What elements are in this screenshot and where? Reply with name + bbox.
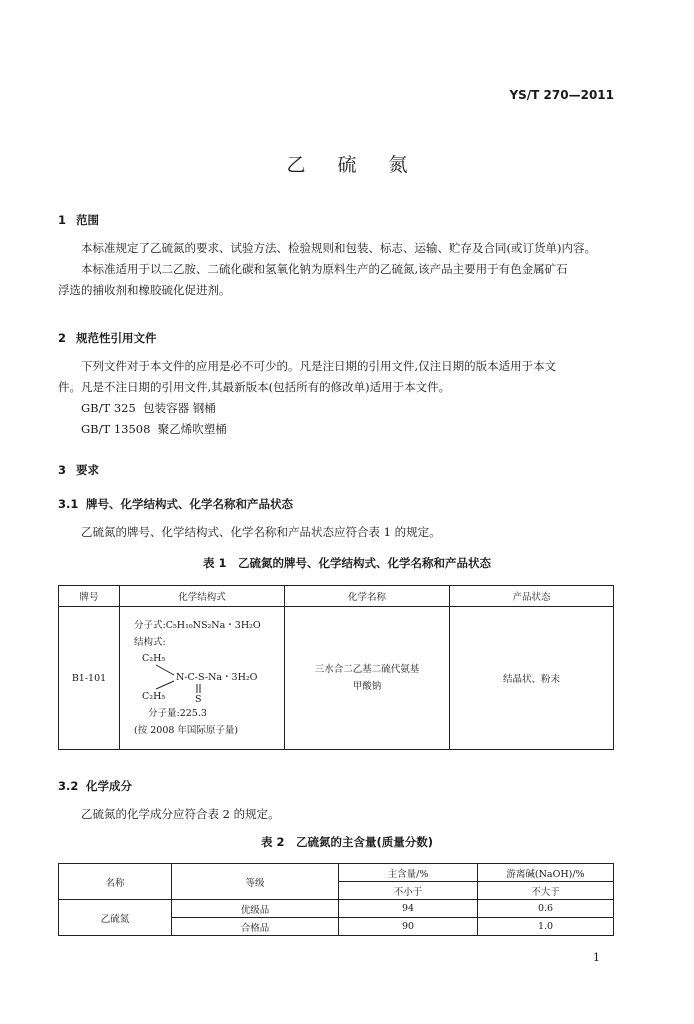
section-3-1-body: 乙硫氮的牌号、化学结构式、化学名称和产品状态应符合表 1 的规定。 [81,525,441,539]
molecular-formula: 分子式:C₅H₁₀NS₂Na・3H₂O [134,620,261,631]
section-title: 化学成分 [86,779,132,793]
free-alkali-cell: 0.6 [478,900,614,918]
column-subheader: 不大于 [478,882,614,900]
structural-formula [134,651,284,705]
column-header: 名称 [59,864,172,900]
section-3-2-body: 乙硫氮的化学成分应符合表 2 的规定。 [81,807,280,821]
grade-cell: B1-101 [59,607,120,750]
section-title: 牌号、化学结构式、化学名称和产品状态 [86,497,293,511]
paragraph: 本标准规定了乙硫氮的要求、试验方法、检验规则和包装、标志、运输、贮存及合同(或订货单)内容。 [81,241,596,255]
page-title: 乙硫氮 [286,154,440,176]
grade-cell: 合格品 [172,918,339,936]
section-number: 3.1 [58,497,79,511]
structure-label: 结构式: [134,637,166,648]
ethyl-group: C₂H₅ [142,653,166,664]
molecular-weight-note: (按 2008 年国际原子量) [134,725,239,736]
section-title: 规范性引用文件 [76,331,157,345]
section-1-body [58,238,628,301]
column-header: 化学名称 [285,586,450,607]
column-header: 游离碱(NaOH)/% [478,864,614,882]
reference-item [58,398,628,419]
chemical-name: 三水合二乙基二硫代氨基 [314,664,420,675]
table-1 [58,585,614,750]
section-2-body [58,356,628,440]
core-formula: N-C-S-Na・3H₂O [176,672,258,683]
reference-item [58,419,628,440]
structure-cell [120,607,285,750]
table-row [59,607,614,750]
section-number: 1 [58,213,67,227]
table-header-row [59,864,614,882]
column-header: 牌号 [59,586,120,607]
section-3-1-heading [58,496,293,512]
chemical-name: 甲酸钠 [352,681,382,692]
section-number: 2 [58,331,67,345]
reference-title: 包装容器 钢桶 [143,401,216,415]
page-number: 1 [593,951,600,964]
section-title: 范围 [76,213,99,227]
molecular-weight: 分子量:225.3 [148,708,207,719]
grade-cell: 优级品 [172,900,339,918]
table-2-caption: 表 2 乙硫氮的主含量(质量分数) [260,835,433,849]
column-header: 化学结构式 [120,586,285,607]
ethyl-group: C₂H₅ [142,691,166,702]
section-number: 3 [58,463,67,477]
sulfur-atom: S [195,694,202,705]
paragraph-continuation: 件。凡是不注日期的引用文件,其最新版本(包括所有的修改单)适用于本文件。 [58,380,451,394]
column-header: 等级 [172,864,339,900]
table-1-caption: 表 1 乙硫氮的牌号、化学结构式、化学名称和产品状态 [202,556,491,570]
main-content-cell: 90 [339,918,478,936]
chemical-name-cell [285,607,450,750]
reference-code: GB/T 325 [81,401,136,415]
column-subheader: 不小于 [339,882,478,900]
main-content-cell: 94 [339,900,478,918]
document-code: YS/T 270—2011 [509,88,614,102]
section-title: 要求 [76,463,99,477]
product-name-cell: 乙硫氮 [59,900,172,936]
reference-code: GB/T 13508 [81,422,151,436]
product-state-cell: 结晶状、粉末 [450,607,614,750]
free-alkali-cell: 1.0 [478,918,614,936]
section-3-2-heading [58,778,132,794]
paragraph-continuation: 浮选的捕收剂和橡胶硫化促进剂。 [58,283,231,297]
paragraph: 下列文件对于本文件的应用是必不可少的。凡是注日期的引用文件,仅注日期的版本适用于本文 [81,359,557,373]
reference-title: 聚乙烯吹塑桶 [157,422,227,436]
column-header: 主含量/% [339,864,478,882]
table-header-row [59,586,614,607]
section-3-heading [58,462,99,478]
column-header: 产品状态 [450,586,614,607]
section-number: 3.2 [58,779,79,793]
section-1-heading [58,212,99,228]
table-2 [58,863,614,936]
section-2-heading [58,330,157,346]
paragraph: 本标准适用于以二乙胺、二硫化碳和氢氧化钠为原料生产的乙硫氮,该产品主要用于有色金属矿石 [81,262,568,276]
table-row [59,900,614,918]
